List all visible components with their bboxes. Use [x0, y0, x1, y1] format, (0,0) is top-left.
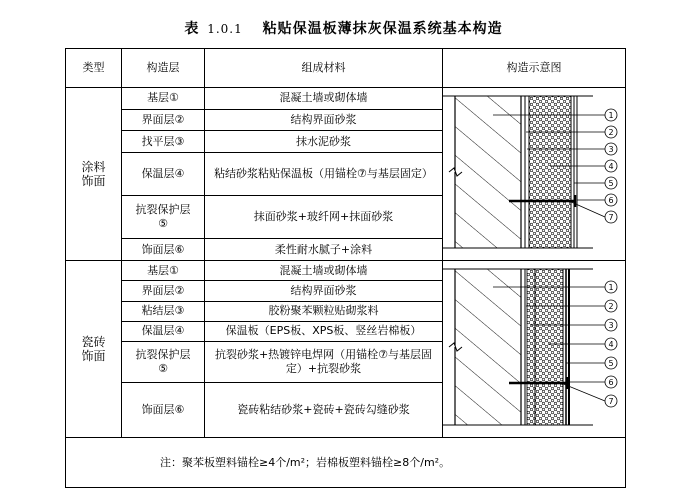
table-row [66, 261, 626, 281]
layer-cell [122, 342, 205, 383]
header-row [66, 49, 626, 88]
note-row [66, 438, 626, 488]
callout-number: 3 [608, 145, 614, 154]
layer-cell: 界面层② [122, 281, 205, 301]
material-cell: 结构界面砂浆 [205, 109, 443, 131]
layer-cell [122, 196, 205, 239]
layer-cell: 界面层② [122, 109, 205, 131]
callout-leader [561, 383, 605, 401]
layer-cell: 保温层④ [122, 321, 205, 341]
note-text: 注：聚苯板塑料锚栓≥4个/m²；岩棉板塑料锚栓≥8个/m²。 [66, 438, 626, 488]
material-cell: 胶粉聚苯颗粒贴砌浆料 [205, 301, 443, 321]
layer-cell: 饰面层⑥ [122, 382, 205, 437]
callout-number: 7 [608, 213, 614, 222]
material-cell [205, 342, 443, 383]
material-cell: 抹面砂浆+玻纤网+抹面砂浆 [205, 196, 443, 239]
type-label-tile: 瓷砖 饰面 [81, 335, 106, 363]
type-cell-paint [66, 88, 122, 261]
callout-number: 2 [608, 128, 614, 137]
table-number: 1.0.1 [207, 22, 243, 36]
layer-cell: 找平层③ [122, 131, 205, 153]
bonding-layer [527, 269, 535, 425]
header-diagram: 构造示意图 [443, 49, 626, 88]
tile-finish-diagram [443, 261, 626, 433]
construction-table [65, 48, 626, 488]
callout-number: 2 [608, 302, 614, 311]
type-cell-tile [66, 261, 122, 438]
paint-finish-diagram [443, 88, 626, 256]
material-cell: 混凝土墙或砌体墙 [205, 261, 443, 281]
material-text: 抗裂砂浆+热镀锌电焊网（用锚栓⑦与基层固定）+抗裂砂浆 [214, 347, 433, 375]
header-type: 类型 [66, 49, 122, 88]
callout-number: 7 [608, 397, 614, 406]
layer-text: 抗裂保护层⑤ [135, 347, 191, 375]
base-wall-hatch [455, 96, 521, 248]
layer-cell: 粘结层③ [122, 301, 205, 321]
callout-number: 5 [608, 359, 614, 368]
table-title-text: 粘贴保温板薄抹灰保温系统基本构造 [262, 21, 503, 37]
callout-number: 6 [608, 196, 614, 205]
material-cell: 结构界面砂浆 [205, 281, 443, 301]
insulation-layer [535, 269, 563, 425]
callout-number: 1 [608, 111, 614, 120]
material-text: 粘结砂浆粘贴保温板（用锚栓⑦与基层固定） [214, 167, 433, 180]
diagram-cell-paint [443, 88, 626, 261]
table-title-prefix: 表 [184, 21, 200, 37]
material-cell: 保温板（EPS板、XPS板、竖丝岩棉板） [205, 321, 443, 341]
layer-cell: 饰面层⑥ [122, 239, 205, 261]
layer-cell: 基层① [122, 261, 205, 281]
diagram-cell-tile [443, 261, 626, 438]
header-material: 组成材料 [205, 49, 443, 88]
base-wall-hatch [455, 269, 521, 425]
material-cell: 混凝土墙或砌体墙 [205, 88, 443, 110]
callout-number: 4 [608, 340, 614, 349]
table-row [66, 88, 626, 110]
insulation-layer [529, 96, 571, 248]
layer-text: 抗裂保护层⑤ [135, 203, 191, 231]
material-cell: 抹水泥砂浆 [205, 131, 443, 153]
material-cell [205, 152, 443, 195]
table-title [0, 18, 687, 38]
layer-cell: 保温层④ [122, 152, 205, 195]
material-cell: 瓷砖粘结砂浆+瓷砖+瓷砖勾缝砂浆 [205, 382, 443, 437]
callout-number: 4 [608, 162, 614, 171]
material-cell: 柔性耐水腻子+涂料 [205, 239, 443, 261]
type-label-paint: 涂料 饰面 [81, 160, 106, 188]
callout-number: 3 [608, 321, 614, 330]
layer-cell: 基层① [122, 88, 205, 110]
callout-number: 1 [608, 283, 614, 292]
header-layer: 构造层 [122, 49, 205, 88]
callout-number: 5 [608, 179, 614, 188]
callout-number: 6 [608, 378, 614, 387]
